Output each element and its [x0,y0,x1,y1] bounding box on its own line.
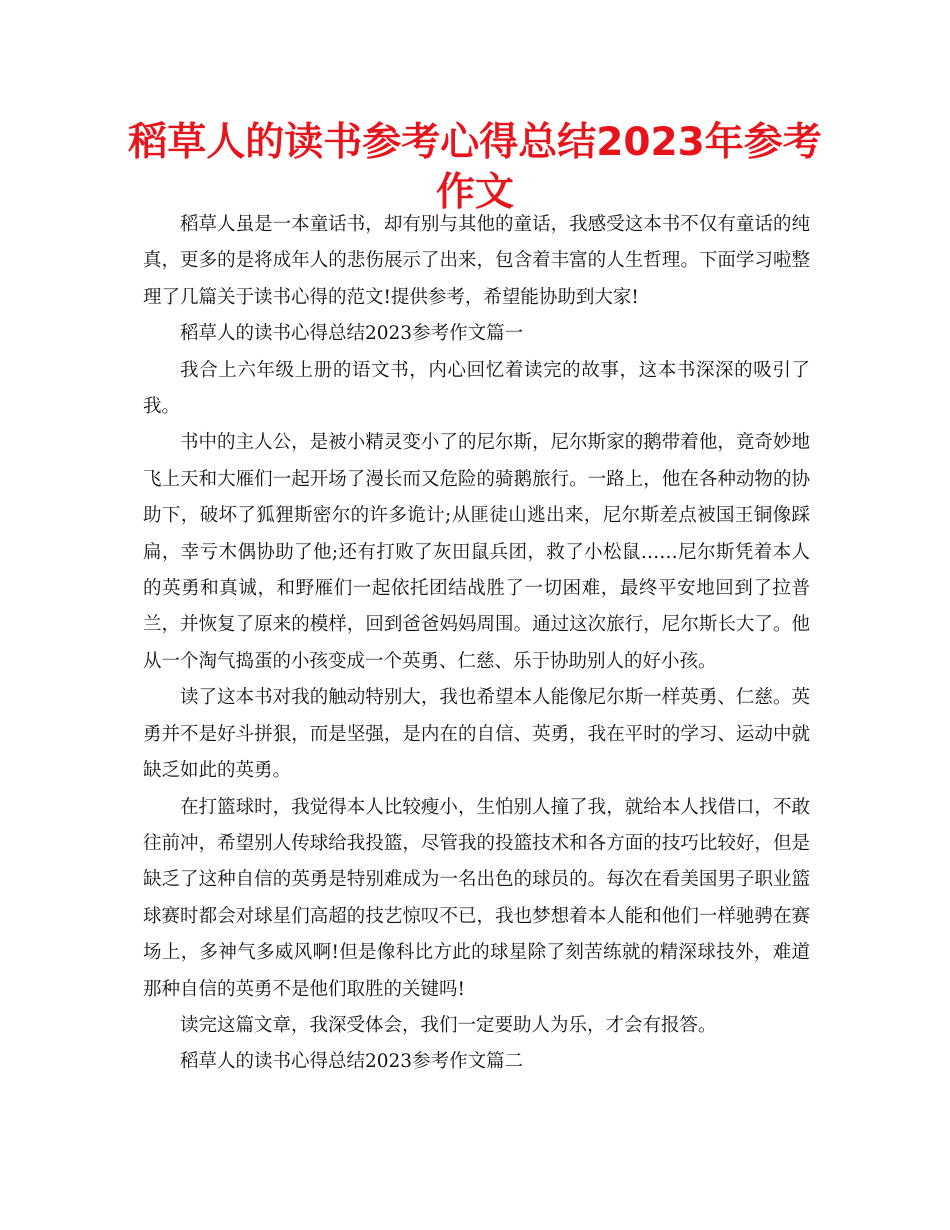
body-paragraph: 我合上六年级上册的语文书，内心回忆着读完的故事，这本书深深的吸引了我。 [143,359,810,418]
body-paragraph: 书中的主人公，是被小精灵变小了的尼尔斯，尼尔斯家的鹅带着他，竟奇妙地飞上天和大雁们一起开场了漫长而又危险的骑鹅旅行。一路上，他在各种动物的协助下，破坏了狐狸斯密尔的许多诡计;从匪徒山逃出来，尼尔斯差点被国王铜像踩扁，幸亏木偶协助了他;还有打败了灰田鼠兵团，救了小松鼠……尼尔斯凭着本人的英勇和真诚，和野雁们一起依托团结战胜了一切困难，最终平安地回到了拉普兰，并恢复了原来的模样，回到爸爸妈妈周围。通过这次旅行，尼尔斯长大了。他从一个淘气捣蛋的小孩变成一个英勇、仁慈、乐于协助别人的好小孩。 [143,432,810,672]
body-paragraph: 读完这篇文章，我深受体会，我们一定要助人为乐，才会有报答。 [180,1014,717,1036]
document-title: 稻草人的读书参考心得总结2023年参考作文 [128,120,822,215]
section-heading-1: 稻草人的读书心得总结2023参考作文篇一 [180,323,524,345]
document-body [143,207,810,1081]
body-paragraph: 读了这本书对我的触动特别大，我也希望本人能像尼尔斯一样英勇、仁慈。英勇并不是好斗拼狠，而是坚强，是内在的自信、英勇，我在平时的学习、运动中就缺乏如此的英勇。 [143,687,810,782]
intro-paragraph: 稻草人虽是一本童话书，却有别与其他的童话，我感受这本书不仅有童话的纯真，更多的是将成年人的悲伤展示了出来，包含着丰富的人生哲理。下面学习啦整理了几篇关于读书心得的范文!提供参考，希望能协助到大家! [143,214,810,308]
section-heading-2: 稻草人的读书心得总结2023参考作文篇二 [180,1051,524,1073]
body-paragraph: 在打篮球时，我觉得本人比较瘦小，生怕别人撞了我，就给本人找借口，不敢往前冲，希望别人传球给我投篮，尽管我的投篮技术和各方面的技巧比较好，但是缺乏了这种自信的英勇是特别难成为一名出色的球员的。每次在看美国男子职业篮球赛时都会对球星们高超的技艺惊叹不已，我也梦想着本人能和他们一样驰骋在赛场上，多神气多威风啊!但是像科比方此的球星除了刻苦练就的精深球技外，难道那种自信的英勇不是他们取胜的关键吗! [143,796,810,1000]
